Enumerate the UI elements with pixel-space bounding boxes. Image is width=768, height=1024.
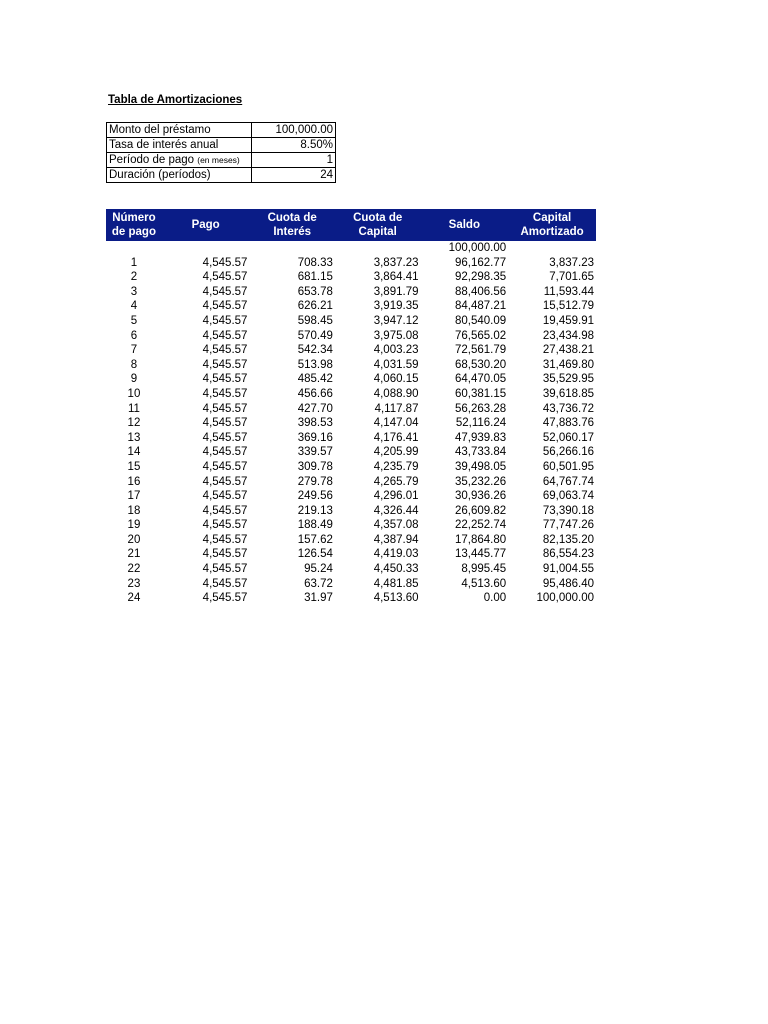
- amortizado-cell: 19,459.91: [542, 314, 594, 327]
- saldo-cell: 13,445.77: [455, 548, 507, 561]
- amortizado-cell: 3,837.23: [549, 256, 594, 269]
- amortizado-cell: 47,883.76: [542, 417, 594, 430]
- interes-cell: 95.24: [304, 563, 333, 576]
- interes-cell: 369.16: [297, 431, 333, 444]
- pago-cell: 4,545.57: [202, 300, 248, 313]
- table-row: [106, 343, 596, 358]
- interes-cell: 398.53: [297, 417, 333, 430]
- periodo-label-unit: (en meses): [197, 155, 240, 165]
- table-row: [106, 577, 596, 592]
- header-amortizado-line1: Capital: [532, 212, 572, 224]
- param-row-duracion: [107, 168, 336, 183]
- capital-cell: 3,975.08: [373, 329, 419, 342]
- amortizado-cell: 77,747.26: [542, 519, 594, 532]
- header-numero-line2: de pago: [111, 226, 156, 238]
- numero-cell: 1: [130, 256, 138, 269]
- interes-cell: 31.97: [304, 592, 333, 605]
- table-row: [106, 431, 596, 446]
- amortizado-cell: 23,434.98: [542, 329, 594, 342]
- header-pago: Pago: [162, 209, 250, 241]
- saldo-cell: 76,565.02: [455, 329, 507, 342]
- tasa-value[interactable]: 8.50%: [252, 138, 336, 153]
- amortizado-cell: 60,501.95: [542, 460, 594, 473]
- interes-cell: 653.78: [297, 285, 333, 298]
- pago-cell: 4,545.57: [202, 504, 248, 517]
- amortizado-cell: 7,701.65: [549, 271, 594, 284]
- numero-cell: 19: [127, 519, 141, 532]
- amortizado-cell: 56,266.16: [542, 446, 594, 459]
- saldo-cell: 84,487.21: [455, 300, 507, 313]
- saldo-cell: 22,252.74: [455, 519, 507, 532]
- capital-cell: 4,205.99: [373, 446, 419, 459]
- amortizado-cell: 52,060.17: [542, 431, 594, 444]
- saldo-cell: 8,995.45: [461, 563, 507, 576]
- amortizado-cell: 100,000.00: [536, 592, 594, 605]
- table-row: [106, 489, 596, 504]
- numero-cell: 20: [127, 533, 141, 546]
- pago-cell: 4,545.57: [202, 402, 248, 415]
- table-row: [106, 504, 596, 519]
- saldo-cell: 47,939.83: [455, 431, 507, 444]
- interes-cell: 542.34: [297, 344, 333, 357]
- pago-cell: 4,545.57: [202, 314, 248, 327]
- table-row: [106, 460, 596, 475]
- amortizado-cell: 35,529.95: [542, 373, 594, 386]
- saldo-cell: 56,263.28: [455, 402, 507, 415]
- interes-cell: 63.72: [304, 577, 333, 590]
- interes-cell: 157.62: [297, 533, 333, 546]
- amortizado-cell: 15,512.79: [542, 300, 594, 313]
- interes-cell: 427.70: [297, 402, 333, 415]
- numero-cell: 6: [130, 329, 138, 342]
- table-row: [106, 387, 596, 402]
- numero-cell: 15: [127, 460, 141, 473]
- numero-cell: 10: [127, 387, 141, 400]
- saldo-cell: 52,116.24: [455, 417, 507, 430]
- header-capital-line1: Cuota de: [353, 212, 403, 224]
- monto-label: Monto del préstamo: [107, 123, 252, 138]
- saldo-cell: 35,232.26: [455, 475, 507, 488]
- numero-cell: 8: [130, 358, 138, 371]
- interes-cell: 279.78: [297, 475, 333, 488]
- table-row: [106, 547, 596, 562]
- capital-cell: 4,481.85: [373, 577, 419, 590]
- table-row: [106, 533, 596, 548]
- saldo-cell: 39,498.05: [455, 460, 507, 473]
- pago-cell: 4,545.57: [202, 460, 248, 473]
- interes-cell: 249.56: [297, 490, 333, 503]
- periodo-label-cell: [107, 153, 252, 168]
- numero-cell: 22: [127, 563, 141, 576]
- duracion-value[interactable]: 24: [252, 168, 336, 183]
- amortizado-cell: 43,736.72: [542, 402, 594, 415]
- duracion-label: Duración (períodos): [107, 168, 252, 183]
- capital-cell: 3,919.35: [373, 300, 419, 313]
- table-row: [106, 256, 596, 271]
- amortizado-cell: 39,618.85: [542, 387, 594, 400]
- saldo-cell: 26,609.82: [455, 504, 507, 517]
- capital-cell: 4,357.08: [373, 519, 419, 532]
- interes-cell: 681.15: [297, 271, 333, 284]
- amortizado-cell: 86,554.23: [542, 548, 594, 561]
- capital-cell: 4,176.41: [373, 431, 419, 444]
- page-title: Tabla de Amortizaciones: [108, 94, 243, 106]
- initial-balance-row: [106, 241, 596, 256]
- saldo-cell: 80,540.09: [455, 314, 507, 327]
- table-row: [106, 402, 596, 417]
- amortizado-cell: 82,135.20: [542, 533, 594, 546]
- capital-cell: 4,235.79: [373, 460, 419, 473]
- amortizado-cell: 91,004.55: [542, 563, 594, 576]
- header-capital-line2: Capital: [358, 226, 397, 238]
- interes-cell: 626.21: [297, 300, 333, 313]
- pago-cell: 4,545.57: [202, 417, 248, 430]
- numero-cell: 7: [130, 344, 138, 357]
- pago-cell: 4,545.57: [202, 344, 248, 357]
- interes-cell: 309.78: [297, 460, 333, 473]
- pago-cell: 4,545.57: [202, 387, 248, 400]
- saldo-cell: 0.00: [483, 592, 507, 605]
- saldo-cell: 64,470.05: [455, 373, 507, 386]
- loan-parameters-table: [106, 122, 336, 183]
- header-amortizado-line2: Amortizado: [520, 226, 584, 238]
- numero-cell: 3: [130, 285, 138, 298]
- pago-cell: 4,545.57: [202, 271, 248, 284]
- param-row-periodo: [107, 153, 336, 168]
- param-row-monto: [107, 123, 336, 138]
- pago-cell: 4,545.57: [202, 256, 248, 269]
- saldo-cell: 60,381.15: [455, 387, 507, 400]
- saldo-cell: 92,298.35: [455, 271, 507, 284]
- interes-cell: 570.49: [297, 329, 333, 342]
- table-row: [106, 285, 596, 300]
- periodo-label: Período de pago: [109, 154, 195, 166]
- table-row: [106, 445, 596, 460]
- pago-cell: 4,545.57: [202, 475, 248, 488]
- numero-cell: 2: [130, 271, 138, 284]
- numero-cell: 16: [127, 475, 141, 488]
- table-row: [106, 518, 596, 533]
- interes-cell: 188.49: [297, 519, 333, 532]
- numero-cell: 24: [127, 592, 141, 605]
- initial-empty-cell: [508, 241, 596, 256]
- header-interes-line1: Cuota de: [267, 212, 317, 224]
- numero-cell: 18: [127, 504, 141, 517]
- capital-cell: 4,003.23: [373, 344, 419, 357]
- initial-empty-cell: [249, 241, 334, 256]
- capital-cell: 4,296.01: [373, 490, 419, 503]
- pago-cell: 4,545.57: [202, 285, 248, 298]
- amortizado-cell: 69,063.74: [542, 490, 594, 503]
- saldo-cell: 96,162.77: [455, 256, 507, 269]
- pago-cell: 4,545.57: [202, 329, 248, 342]
- table-row: [106, 270, 596, 285]
- capital-cell: 3,837.23: [373, 256, 419, 269]
- numero-cell: 14: [127, 446, 141, 459]
- pago-cell: 4,545.57: [202, 431, 248, 444]
- table-row: [106, 314, 596, 329]
- interes-cell: 598.45: [297, 314, 333, 327]
- amortizado-cell: 11,593.44: [543, 285, 594, 298]
- header-amortizado: [508, 209, 596, 241]
- numero-cell: 4: [130, 300, 138, 313]
- interes-cell: 126.54: [297, 548, 333, 561]
- interes-cell: 456.66: [297, 387, 333, 400]
- capital-cell: 4,265.79: [373, 475, 419, 488]
- header-interes-line2: Interés: [273, 226, 312, 238]
- pago-cell: 4,545.57: [202, 563, 248, 576]
- pago-cell: 4,545.57: [202, 373, 248, 386]
- interes-cell: 708.33: [297, 256, 333, 269]
- capital-cell: 4,419.03: [373, 548, 419, 561]
- header-numero-line1: Número: [112, 212, 156, 224]
- amortizado-cell: 64,767.74: [542, 475, 594, 488]
- saldo-cell: 30,936.26: [455, 490, 507, 503]
- amortization-body: [106, 241, 596, 606]
- capital-cell: 4,387.94: [373, 533, 419, 546]
- numero-cell: 11: [127, 402, 140, 415]
- initial-empty-cell: [162, 241, 250, 256]
- capital-cell: 4,060.15: [373, 373, 419, 386]
- saldo-cell: 43,733.84: [455, 446, 507, 459]
- interes-cell: 485.42: [297, 373, 333, 386]
- header-saldo: Saldo: [420, 209, 508, 241]
- capital-cell: 4,326.44: [373, 504, 419, 517]
- saldo-cell: 4,513.60: [461, 577, 507, 590]
- numero-cell: 12: [127, 417, 141, 430]
- amortization-header-row: [106, 209, 596, 241]
- pago-cell: 4,545.57: [202, 577, 248, 590]
- initial-empty-cell: [106, 241, 162, 256]
- pago-cell: 4,545.57: [202, 592, 248, 605]
- monto-value[interactable]: 100,000.00: [252, 123, 336, 138]
- param-row-tasa: [107, 138, 336, 153]
- capital-cell: 4,513.60: [373, 592, 419, 605]
- header-numero: [106, 209, 162, 241]
- tasa-label: Tasa de interés anual: [107, 138, 252, 153]
- saldo-cell: 17,864.80: [455, 533, 507, 546]
- table-row: [106, 591, 596, 606]
- numero-cell: 13: [127, 431, 141, 444]
- capital-cell: 4,450.33: [373, 563, 419, 576]
- interes-cell: 219.13: [297, 504, 333, 517]
- interes-cell: 513.98: [297, 358, 333, 371]
- pago-cell: 4,545.57: [202, 548, 248, 561]
- amortizado-cell: 73,390.18: [542, 504, 594, 517]
- numero-cell: 17: [127, 490, 141, 503]
- amortization-table: [106, 209, 596, 606]
- capital-cell: 4,147.04: [373, 417, 419, 430]
- capital-cell: 3,947.12: [373, 314, 419, 327]
- capital-cell: 4,031.59: [373, 358, 419, 371]
- table-row: [106, 358, 596, 373]
- saldo-cell: 72,561.79: [455, 344, 507, 357]
- periodo-value[interactable]: 1: [252, 153, 336, 168]
- table-row: [106, 475, 596, 490]
- pago-cell: 4,545.57: [202, 519, 248, 532]
- numero-cell: 9: [130, 373, 138, 386]
- capital-cell: 3,864.41: [373, 271, 419, 284]
- table-row: [106, 416, 596, 431]
- saldo-cell: 68,530.20: [455, 358, 507, 371]
- amortizado-cell: 31,469.80: [542, 358, 594, 371]
- pago-cell: 4,545.57: [202, 446, 248, 459]
- table-row: [106, 329, 596, 344]
- saldo-cell: 88,406.56: [455, 285, 507, 298]
- capital-cell: 4,088.90: [373, 387, 419, 400]
- table-row: [106, 562, 596, 577]
- capital-cell: 3,891.79: [373, 285, 419, 298]
- pago-cell: 4,545.57: [202, 533, 248, 546]
- pago-cell: 4,545.57: [202, 358, 248, 371]
- table-row: [106, 299, 596, 314]
- table-row: [106, 372, 596, 387]
- pago-cell: 4,545.57: [202, 490, 248, 503]
- amortizado-cell: 27,438.21: [542, 344, 594, 357]
- capital-cell: 4,117.87: [374, 402, 419, 415]
- numero-cell: 23: [127, 577, 141, 590]
- amortizado-cell: 95,486.40: [542, 577, 594, 590]
- header-interes: [249, 209, 334, 241]
- interes-cell: 339.57: [297, 446, 333, 459]
- initial-empty-cell: [335, 241, 421, 256]
- numero-cell: 5: [130, 314, 138, 327]
- initial-saldo-cell: 100,000.00: [448, 242, 507, 254]
- numero-cell: 21: [127, 548, 141, 561]
- header-capital: [335, 209, 421, 241]
